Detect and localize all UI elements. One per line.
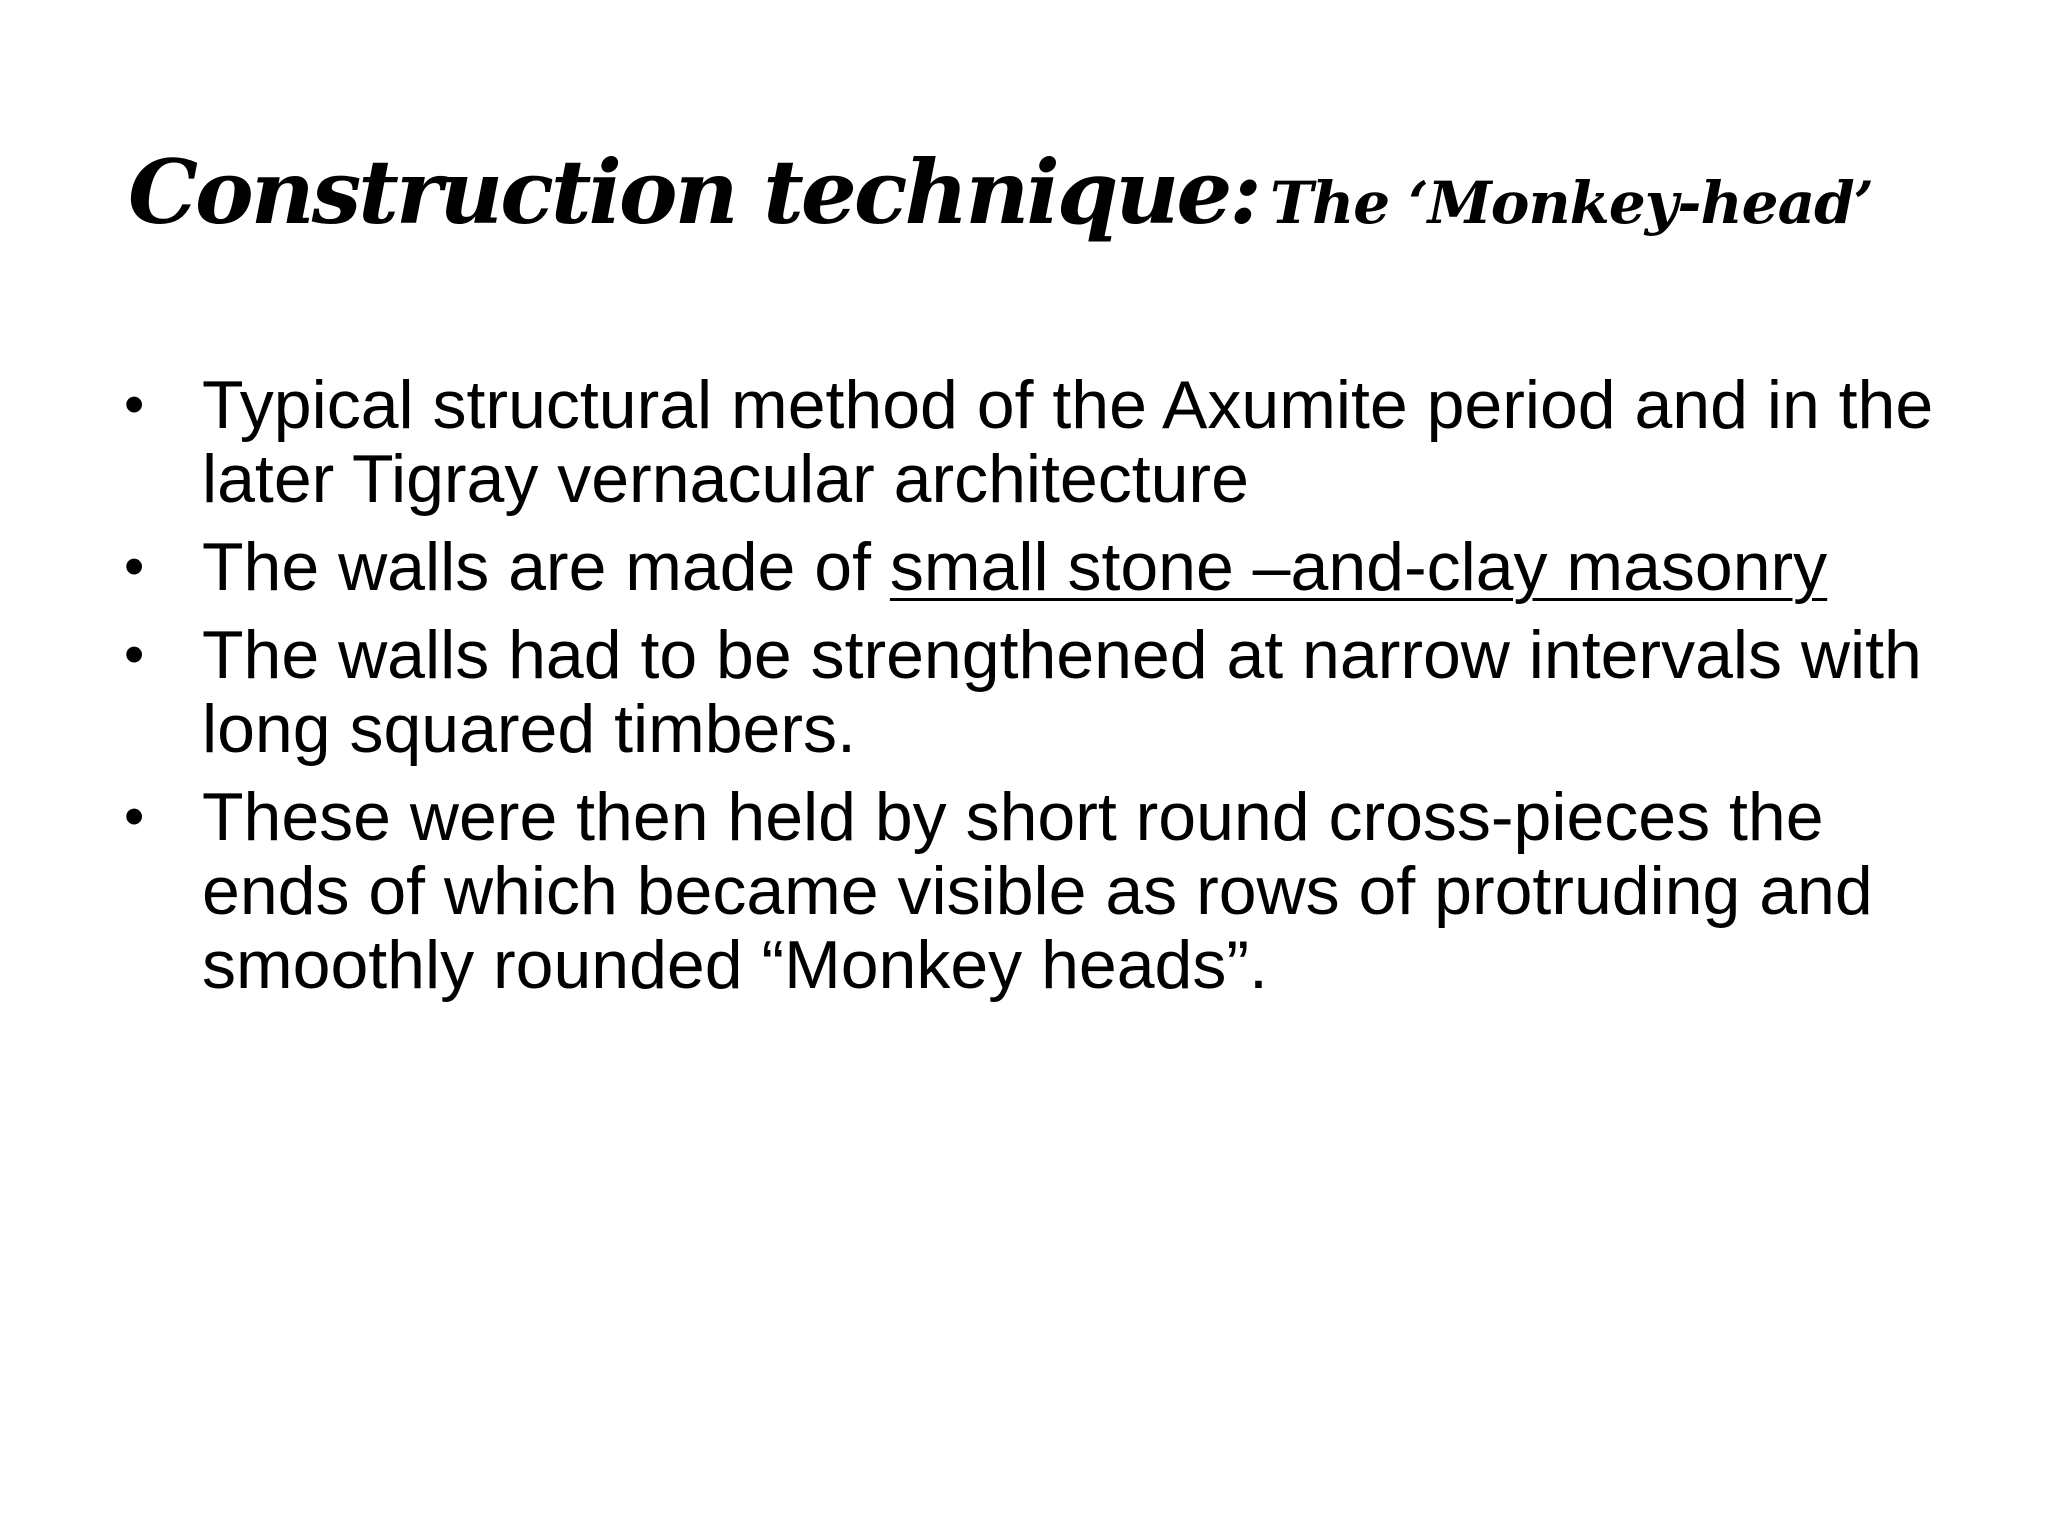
bullet-dot-icon: • <box>124 372 145 437</box>
slide-title-main: Construction technique: <box>128 140 1259 244</box>
slide-title-sub: The ‘Monkey-head’ <box>1269 169 1873 237</box>
bullet-item-3 <box>120 618 1980 766</box>
slide-title <box>128 140 1948 246</box>
bullet-item-2 <box>120 530 1980 604</box>
bullet-dot-icon: • <box>124 622 145 687</box>
bullet-item-4 <box>120 780 1980 1002</box>
bullet-text-4: These were then held by short round cross-pieces the ends of which became visible as rows of protruding and smoothly rounded “Monkey heads”. <box>202 779 1873 1003</box>
bullet-dot-icon: • <box>124 534 145 599</box>
bullet-text-3: The walls had to be strengthened at narrow intervals with long squared timbers. <box>202 617 1922 767</box>
bullet-item-1 <box>120 368 1980 516</box>
bullet-list <box>120 368 1980 1016</box>
bullet-dot-icon: • <box>124 784 145 849</box>
bullet-text-2-underlined: small stone –and-clay masonry <box>889 529 1828 605</box>
bullet-text-1: Typical structural method of the Axumite period and in the later Tigray vernacular architecture <box>202 367 1934 517</box>
bullet-text-2: The walls are made of <box>202 529 890 605</box>
